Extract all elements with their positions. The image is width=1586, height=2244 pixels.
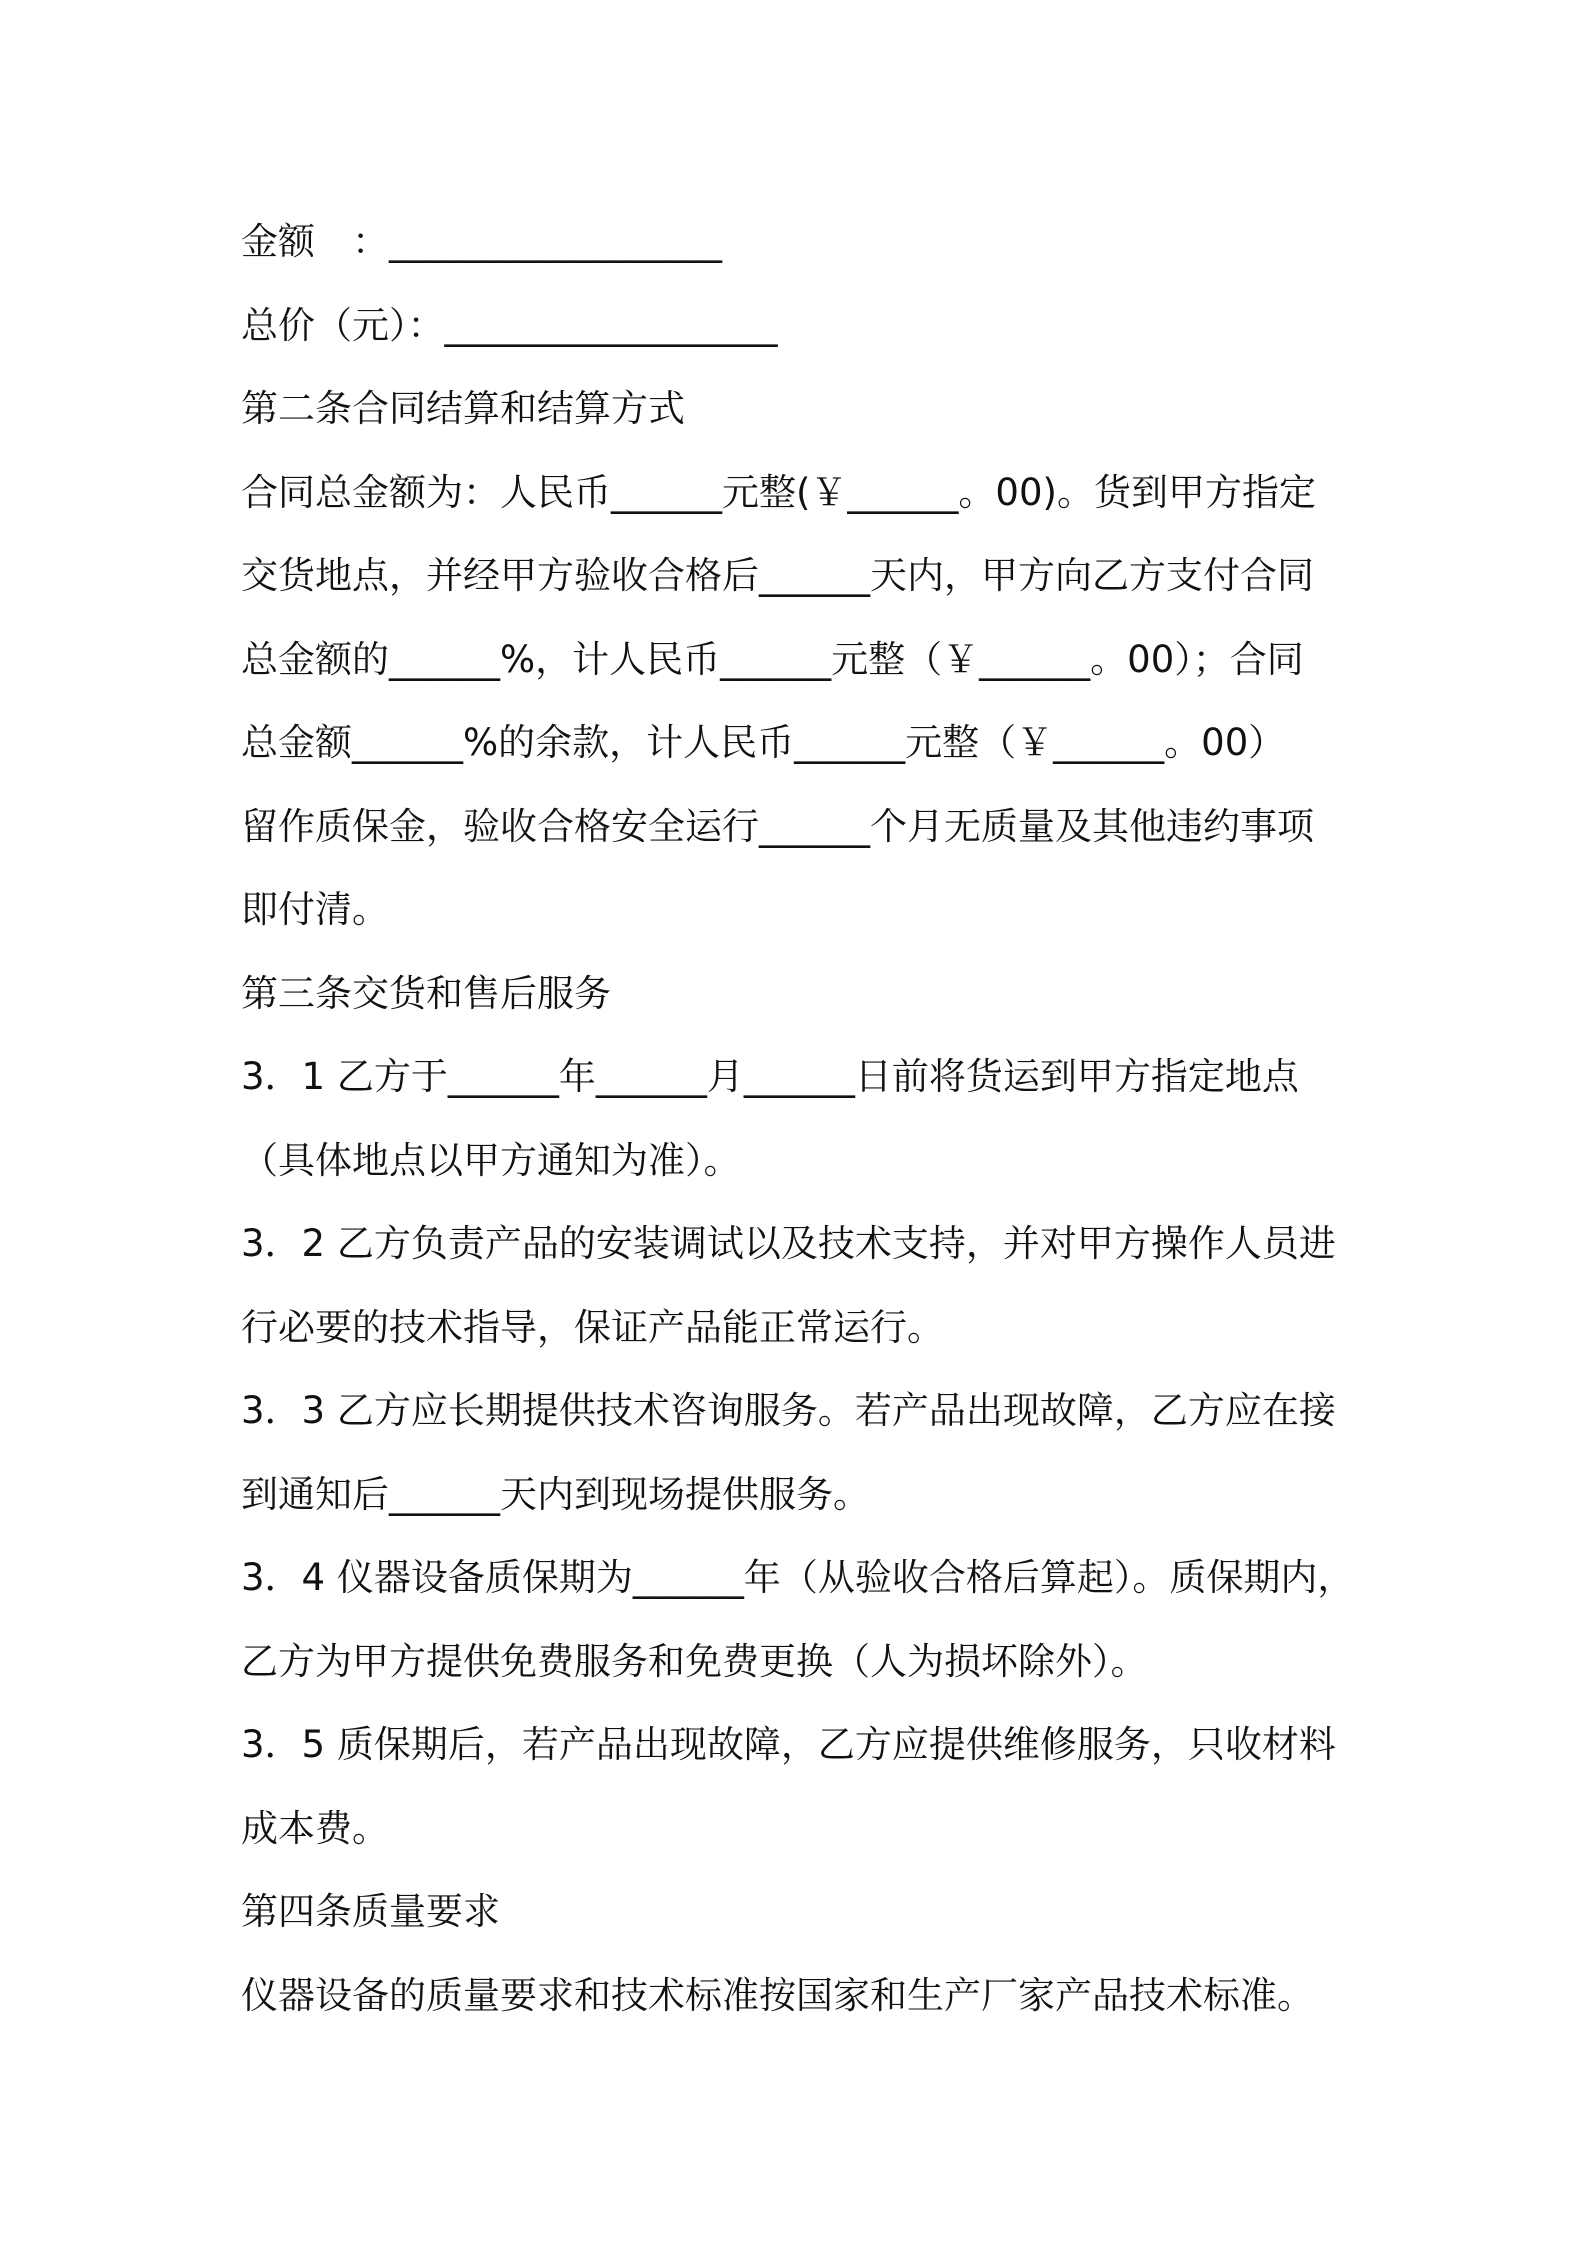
clause-3-4-line: 3．4 仪器设备质保期为______年（从验收合格后算起）。质保期内， xyxy=(241,1556,1355,1599)
article-2-text-line: 交货地点，并经甲方验收合格后______天内，甲方向乙方支付合同 xyxy=(241,554,1314,597)
article-2-text-line: 总金额______%的余款，计人民币______元整（￥______。00） xyxy=(241,721,1286,764)
article-2-text-line: 留作质保金，验收合格安全运行______个月无质量及其他违约事项 xyxy=(241,804,1314,848)
clause-3-5-line: 成本费。 xyxy=(241,1806,389,1850)
document-page xyxy=(241,200,1361,2037)
clause-3-3-line: 到通知后______天内到现场提供服务。 xyxy=(241,1472,870,1516)
clause-3-5-line: 3．5 质保期后，若产品出现故障，乙方应提供维修服务，只收材料 xyxy=(241,1723,1336,1766)
article-2-heading: 第二条合同结算和结算方式 xyxy=(241,387,685,430)
clause-3-4-line: 乙方为甲方提供免费服务和免费更换（人为损坏除外）。 xyxy=(241,1639,1148,1683)
clause-3-1-line: 3．1 乙方于______年______月______日前将货运到甲方指定地点 xyxy=(241,1055,1299,1098)
article-2-text-line: 即付清。 xyxy=(241,888,389,931)
article-2-text-line: 总金额的______%，计人民币______元整（￥______。00）；合同 xyxy=(241,637,1304,681)
article-3-heading: 第三条交货和售后服务 xyxy=(241,971,611,1015)
article-4-text-line: 仪器设备的质量要求和技术标准按国家和生产厂家产品技术标准。 xyxy=(241,1973,1314,2017)
clause-3-1-line: （具体地点以甲方通知为准）。 xyxy=(241,1138,741,1182)
amount-field-line: 金额 ：__________________ xyxy=(241,220,722,263)
clause-3-2-line: 3．2 乙方负责产品的安装调试以及技术支持，并对甲方操作人员进 xyxy=(241,1222,1336,1265)
article-2-text-line: 合同总金额为：人民币______元整(￥______。00)。货到甲方指定 xyxy=(241,470,1316,514)
article-4-heading: 第四条质量要求 xyxy=(241,1890,500,1933)
clause-3-3-line: 3．3 乙方应长期提供技术咨询服务。若产品出现故障，乙方应在接 xyxy=(241,1389,1336,1432)
total-price-field-line: 总价（元）：__________________ xyxy=(241,303,778,347)
clause-3-2-line: 行必要的技术指导，保证产品能正常运行。 xyxy=(241,1305,944,1349)
